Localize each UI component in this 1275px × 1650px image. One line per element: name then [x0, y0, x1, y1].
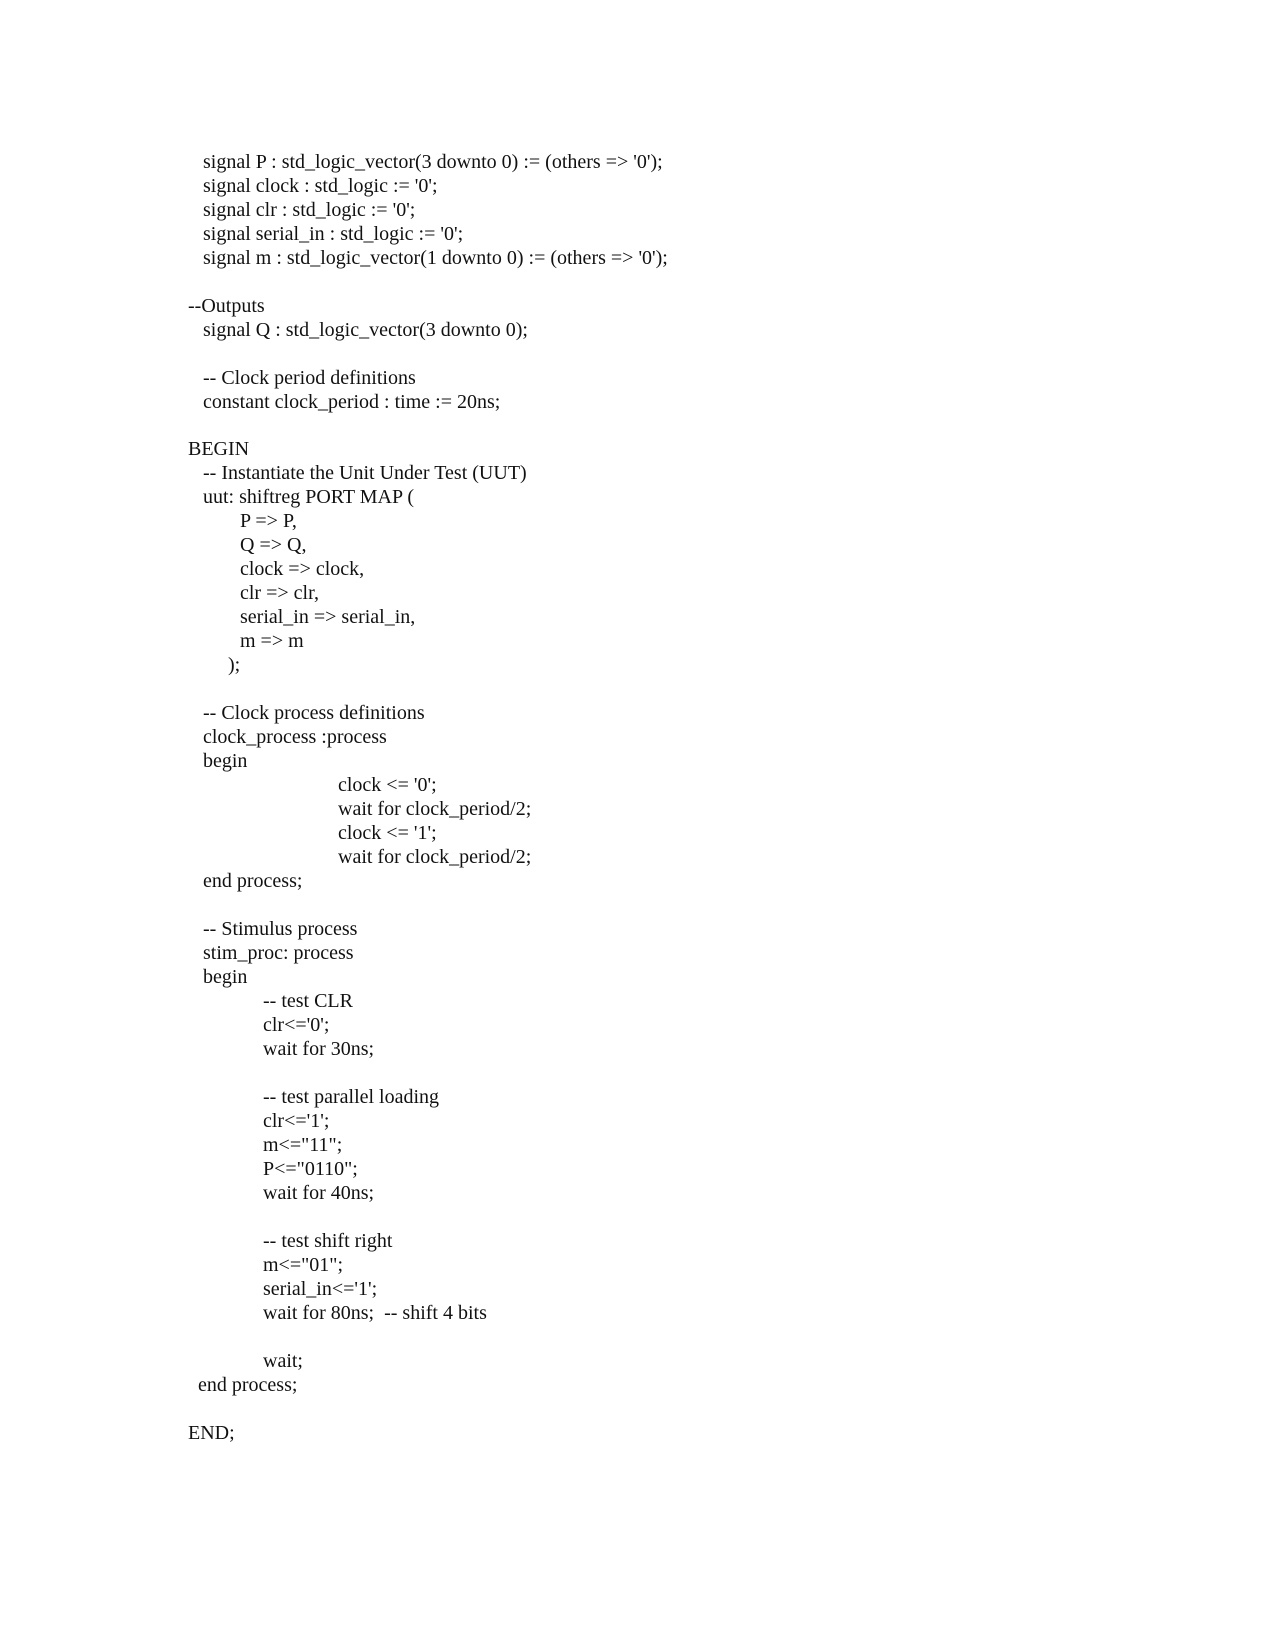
code-line: signal P : std_logic_vector(3 downto 0) := (others => '0');: [203, 151, 663, 173]
code-line: BEGIN: [188, 438, 250, 460]
code-line: constant clock_period : time := 20ns;: [203, 391, 501, 413]
code-line: clock <= '0';: [338, 774, 437, 796]
code-line: -- Stimulus process: [203, 918, 358, 940]
code-line: uut: shiftreg PORT MAP (: [203, 486, 415, 508]
code-line: );: [228, 654, 241, 676]
code-line: wait for clock_period/2;: [338, 798, 532, 820]
code-line: begin: [203, 750, 248, 772]
code-line: P => P,: [240, 510, 297, 532]
code-line: m<="01";: [263, 1254, 343, 1276]
code-line: -- test CLR: [263, 990, 353, 1012]
code-line: signal clr : std_logic := '0';: [203, 199, 416, 221]
code-line: clock_process :process: [203, 726, 387, 748]
code-line: END;: [188, 1422, 235, 1444]
code-line: wait for 40ns;: [263, 1182, 375, 1204]
code-line: signal Q : std_logic_vector(3 downto 0);: [203, 319, 528, 341]
code-line: Q => Q,: [240, 534, 307, 556]
code-line: stim_proc: process: [203, 942, 354, 964]
code-line: wait;: [263, 1350, 303, 1372]
code-line: wait for 80ns; -- shift 4 bits: [263, 1302, 487, 1324]
code-line: end process;: [198, 1374, 298, 1396]
code-line: -- test shift right: [263, 1230, 393, 1252]
code-line: -- test parallel loading: [263, 1086, 440, 1108]
code-line: signal clock : std_logic := '0';: [203, 175, 438, 197]
code-line: -- Clock period definitions: [203, 367, 416, 389]
code-line: clock <= '1';: [338, 822, 437, 844]
code-line: m<="11";: [263, 1134, 343, 1156]
code-line: signal m : std_logic_vector(1 downto 0) := (others => '0');: [203, 247, 668, 269]
code-line: wait for clock_period/2;: [338, 846, 532, 868]
code-line: signal serial_in : std_logic := '0';: [203, 223, 464, 245]
code-line: clr => clr,: [240, 582, 319, 604]
code-line: clr<='1';: [263, 1110, 330, 1132]
code-line: serial_in<='1';: [263, 1278, 378, 1300]
code-line: begin: [203, 966, 248, 988]
code-line: wait for 30ns;: [263, 1038, 375, 1060]
code-line: clock => clock,: [240, 558, 365, 580]
code-line: -- Clock process definitions: [203, 702, 425, 724]
code-line: serial_in => serial_in,: [240, 606, 416, 628]
code-line: --Outputs: [188, 295, 265, 317]
code-line: m => m: [240, 630, 304, 652]
code-line: clr<='0';: [263, 1014, 330, 1036]
code-line: -- Instantiate the Unit Under Test (UUT): [203, 462, 527, 484]
code-line: end process;: [203, 870, 303, 892]
code-line: P<="0110";: [263, 1158, 358, 1180]
